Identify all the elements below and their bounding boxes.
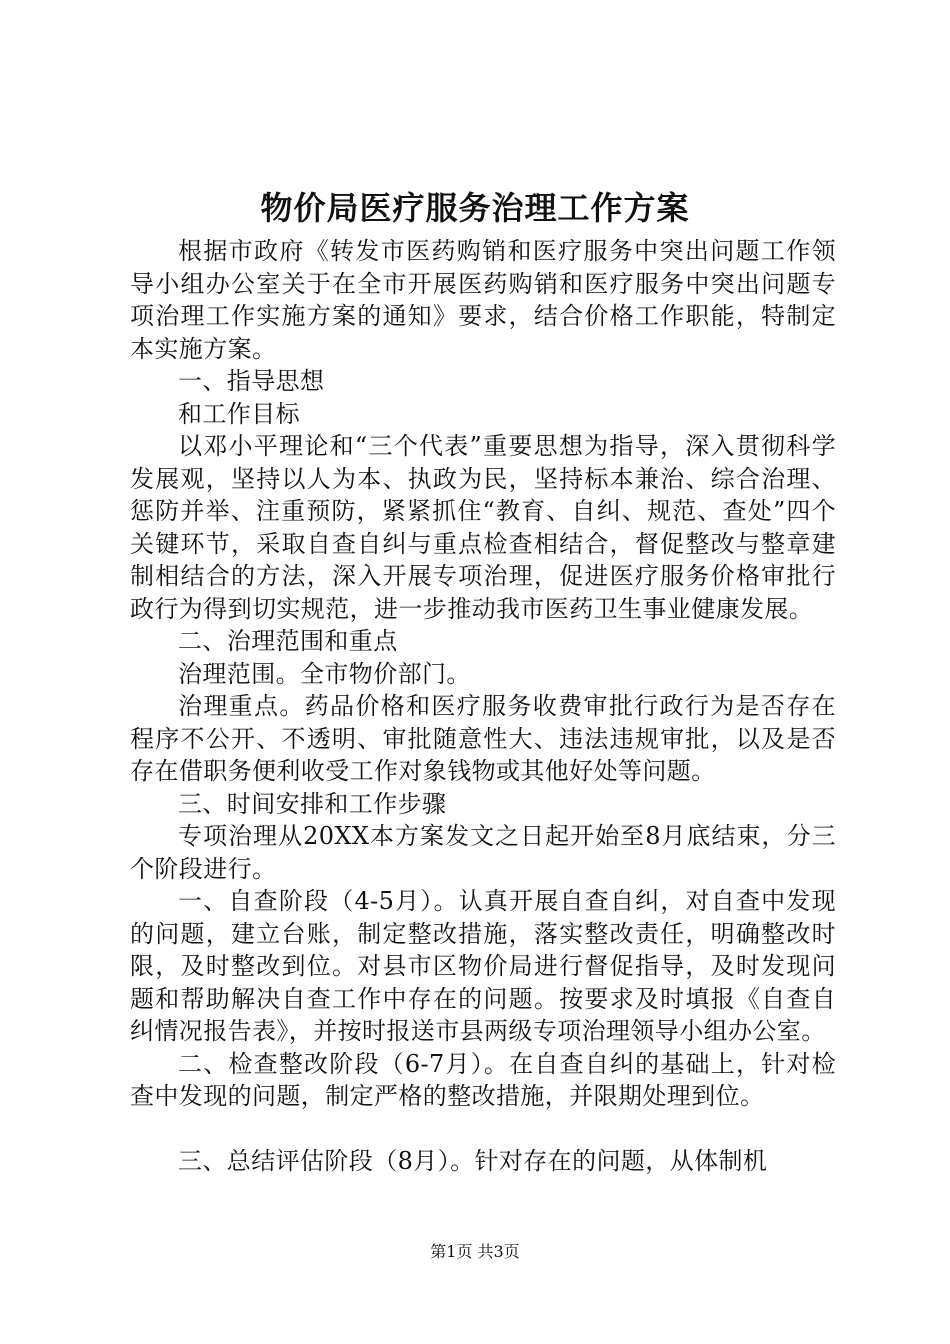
scope-paragraph: 治理范围。全市物价部门。 bbox=[178, 659, 471, 688]
section-heading-schedule: 三、时间安排和工作步骤 bbox=[178, 789, 447, 818]
section-heading-work-goal: 和工作目标 bbox=[178, 399, 300, 428]
intro-paragraph: 根据市政府《转发市医药购销和医疗服务中突出问题工作领导小组办公室关于在全市开展医药购销和医疗服务中突出问题专项治理工作实施方案的通知》要求，结合价格工作职能，特制定本实施方案。 bbox=[130, 237, 836, 363]
stage-one-paragraph: 一、自查阶段（4-5月）。认真开展自查自纠，对自查中发现的问题，建立台账，制定整改措施，落实整改责任，明确整改时限，及时整改到位。对县市区物价局进行督促指导，及时发现问题和帮助解决自查工作中存在的问题。按要求及时填报《自查自纠情况报告表》，并按时报送市县两级专项治理领导小组办公室。 bbox=[130, 887, 836, 1045]
stage-three-paragraph: 三、总结评估阶段（8月）。针对存在的问题，从体制机 bbox=[178, 1146, 768, 1175]
document-body bbox=[130, 235, 836, 1177]
guiding-thought-paragraph: 以邓小平理论和“三个代表”重要思想为指导，深入贯彻科学发展观，坚持以人为本、执政为民，坚持标本兼治、综合治理、惩防并举、注重预防，紧紧抓住“教育、自纠、规范、查处”四个关键环节，采取自查自纠与重点检查相结合，督促整改与整章建制相结合的方法，深入开展专项治理，促进医疗服务价格审批行政行为得到切实规范，进一步推动我市医药卫生事业健康发展。 bbox=[130, 432, 836, 623]
focus-paragraph: 治理重点。药品价格和医疗服务收费审批行政行为是否存在程序不公开、不透明、审批随意性大、违法违规审批，以及是否存在借职务便利收受工作对象钱物或其他好处等问题。 bbox=[130, 692, 836, 785]
schedule-paragraph: 专项治理从20XX本方案发文之日起开始至8月底结束，分三个阶段进行。 bbox=[130, 822, 836, 883]
paragraph-gap bbox=[130, 1113, 836, 1145]
section-heading-scope: 二、治理范围和重点 bbox=[178, 627, 398, 655]
document-title: 物价局医疗服务治理工作方案 bbox=[260, 189, 690, 227]
page-footer: 第1页 共3页 bbox=[430, 1242, 520, 1261]
section-heading-guiding-thought: 一、指导思想 bbox=[178, 367, 325, 395]
stage-two-paragraph: 二、检查整改阶段（6-7月）。在自查自纠的基础上，针对检查中发现的问题，制定严格的整改措施，并限期处理到位。 bbox=[130, 1049, 836, 1110]
